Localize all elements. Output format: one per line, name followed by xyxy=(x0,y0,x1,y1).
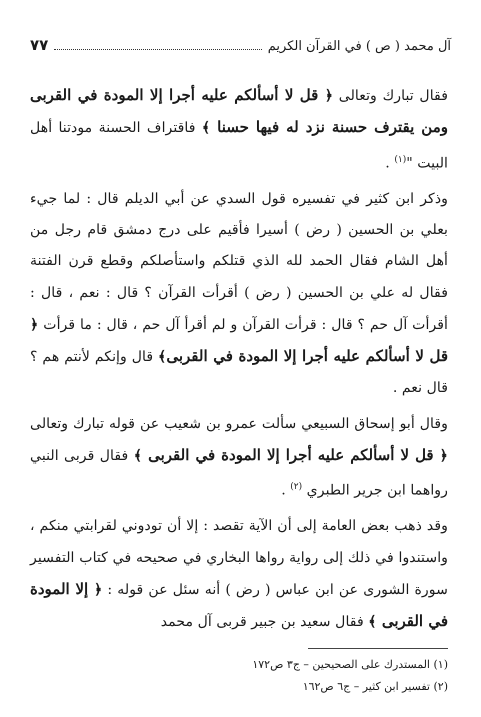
footnote-ref: (١) xyxy=(394,154,407,165)
paragraph-text: . xyxy=(281,483,291,500)
quran-bracket-close: ﴾ xyxy=(368,614,377,631)
paragraph-text: وذكر ابن كثير في تفسيره قول السدي عن أبي الديلم قال : لما جيء بعلي بن الحسين ( رض ) أسيرا فأقيم على درج دمشق قام رجل من أهل الشام فقال الحمد لله الذي قتلكم واستأصلكم وقطع قرن الفتنة فقال له علي بن الحسين ( رض ) أقرأت القرآن ؟ قال : نعم ، قال : أقرأت آل حم ؟ قال : قرأت القرآن و لم أقرأ آل حم ، قال : ما قرأت xyxy=(30,190,448,333)
header-leader-dots xyxy=(54,49,261,50)
paragraph-3 xyxy=(30,409,448,508)
paragraph-text: وقال أبو إسحاق السبيعي سألت عمرو بن شعيب عن قوله تبارك وتعالى xyxy=(30,415,448,432)
paragraph-2 xyxy=(30,184,448,405)
quran-bracket-open: ﴿ xyxy=(30,316,39,333)
footnote-ref: (٢) xyxy=(290,482,303,493)
quran-bracket-close: ﴾ xyxy=(158,349,167,366)
footnote-2: (٢) تفسير ابن كثير – ج٦ ص١٦٢ xyxy=(302,680,448,693)
footnote-1: (١) المستدرك على الصحيحين – ج٣ ص١٧٢ xyxy=(252,658,448,671)
footnote-rule xyxy=(308,648,448,649)
quran-verse: قل لا أسألكم عليه أجرا إلا المودة في القربى ومن يقترف حسنة نزد له فيها حسنا xyxy=(30,86,448,137)
paragraph-4 xyxy=(30,511,448,638)
paragraph-text: فاقتراف الحسنة مودتنا أهل البيت " xyxy=(30,120,448,172)
quran-verse: قل لا أسألكم عليه أجرا إلا المودة في القربى xyxy=(166,347,448,366)
page-body xyxy=(30,80,448,639)
page-number: ٧٧ xyxy=(30,36,49,54)
running-title: آل محمد ( ص ) في القرآن الكريم xyxy=(267,39,451,54)
paragraph-text: فقال قربى النبي رواهما ابن جرير الطبري xyxy=(30,448,448,500)
quran-bracket-open: ﴿ xyxy=(439,448,448,464)
quran-bracket-close: ﴾ xyxy=(201,120,211,137)
quran-bracket-open: ﴿ xyxy=(94,581,103,598)
quran-verse: إلا المودة في القربى xyxy=(30,579,448,631)
quran-verse: قل لا أسألكم عليه أجرا إلا المودة في القربى xyxy=(142,446,440,464)
paragraph-text: قال وإنكم لأنتم هم ؟ قال نعم . xyxy=(30,349,448,397)
paragraph-text: . xyxy=(385,155,395,172)
paragraph-text: فقال تبارك وتعالى xyxy=(333,88,448,104)
paragraph-1 xyxy=(30,80,448,180)
paragraph-text: فقال سعيد بن جبير قربى آل محمد xyxy=(160,614,369,631)
quran-bracket-close: ﴾ xyxy=(133,448,143,464)
page-header xyxy=(30,30,451,54)
footnotes xyxy=(30,654,448,698)
paragraph-text: وقد ذهب بعض العامة إلى أن الآية تقصد : إلا أن تودوني لقرابتي منكم ، واستندوا في ذلك إلى رواية رواها البخاري في صحيحه في كتاب التفسير سورة الشورى عن ابن عباس ( رض ) أنه سئل عن قوله : xyxy=(30,518,448,598)
quran-bracket-open: ﴿ xyxy=(324,88,334,104)
